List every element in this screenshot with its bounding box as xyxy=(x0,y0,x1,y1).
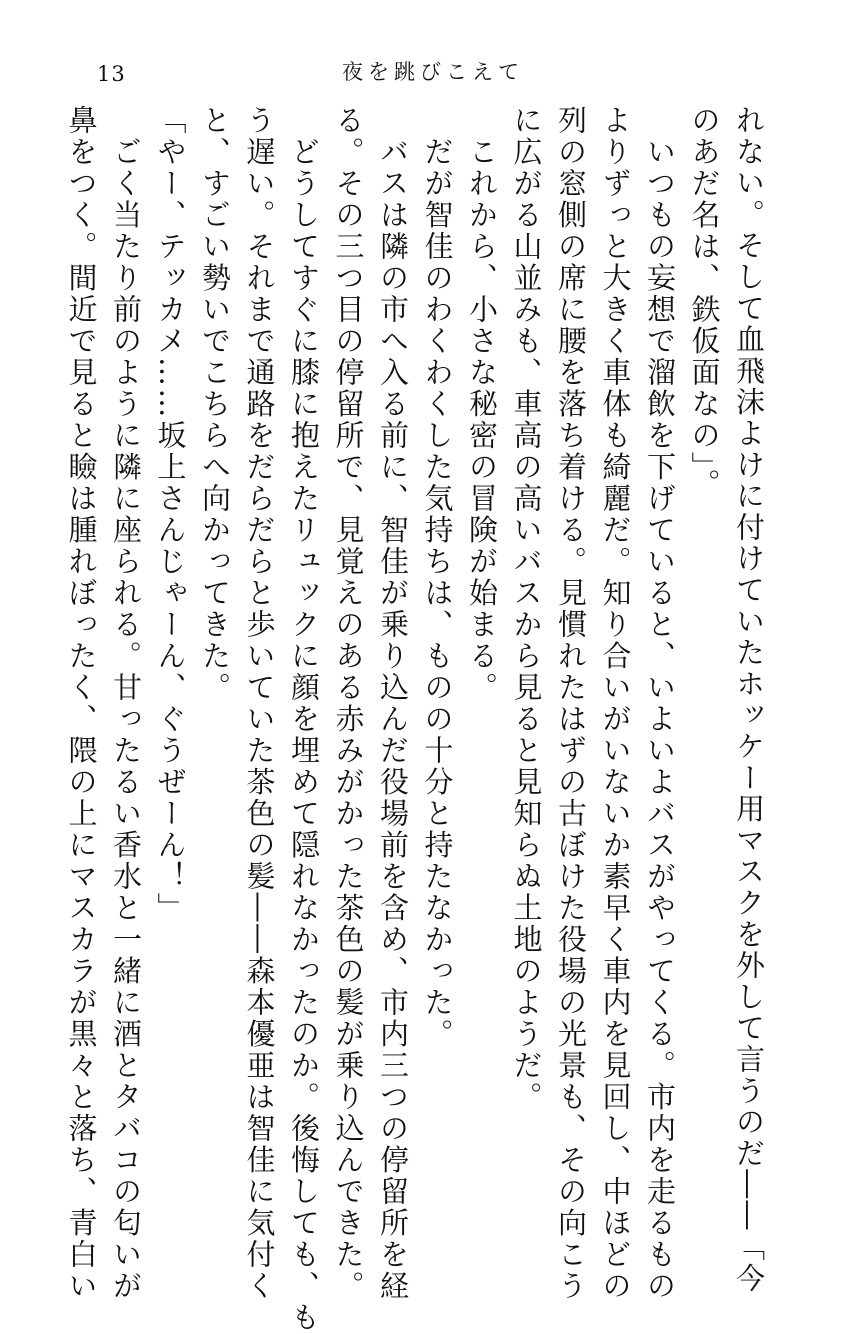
text-column: 列の窓側の席に腰を落ち着ける。見慣れたはずの古ぼけた役場の光景も、その向こう xyxy=(554,105,588,1302)
text-column: に広がる山並みも、車高の高いバスから見ると見知らぬ土地のようだ。 xyxy=(509,105,544,1113)
text-column: いつもの妄想で溜飲を下げていると、いよいよバスがやってくる。市内を走るもの xyxy=(643,105,677,1302)
text-column: ごく当たり前のように隣に座られる。甘ったるい香水と一緒に酒とタバコの匂いが xyxy=(109,105,143,1302)
text-column: バスは隣の市へ入る前に、智佳が乗り込んだ役場前を含め、市内三つの停留所を経 xyxy=(376,105,410,1302)
page-number: 13 xyxy=(97,62,126,86)
text-column: う遅い。それまで通路をだらだらと歩いていた茶色の髪――森本優亜は智佳に気付く xyxy=(242,105,277,1302)
running-title: 夜を跳びこえて xyxy=(342,60,524,84)
vertical-body-text xyxy=(64,105,771,1334)
text-column: と、すごい勢いでこちらへ向かってきた。 xyxy=(198,105,232,704)
text-column: る。その三つ目の停留所で、見覚えのある赤みがかった茶色の髪が乗り込んできた。 xyxy=(331,105,366,1302)
text-column: のあだ名は、鉄仮面なの」。 xyxy=(687,105,722,500)
text-column: これから、小さな秘密の冒険が始まる。 xyxy=(465,105,499,704)
text-column: 鼻をつく。間近で見ると瞼は腫れぼったく、隈の上にマスカラが黒々と落ち、青白い xyxy=(64,105,99,1302)
text-column: どうしてすぐに膝に抱えたリュックに顔を埋めて隠れなかったのか。後悔しても、も xyxy=(287,105,321,1334)
text-column: だが智佳のわくわくした気持ちは、ものの十分と持たなかった。 xyxy=(420,105,455,1050)
text-column: よりずっと大きく車体も綺麗だ。知り合いがいないか素早く車内を見回し、中ほどの xyxy=(598,105,633,1302)
text-column: 「やー、テッカメ……坂上さんじゃーん、ぐうぜーん！」 xyxy=(153,105,188,924)
text-column: れない。そして血飛沫よけに付けていたホッケー用マスクを外して言うのだ――「今 xyxy=(732,105,766,1295)
